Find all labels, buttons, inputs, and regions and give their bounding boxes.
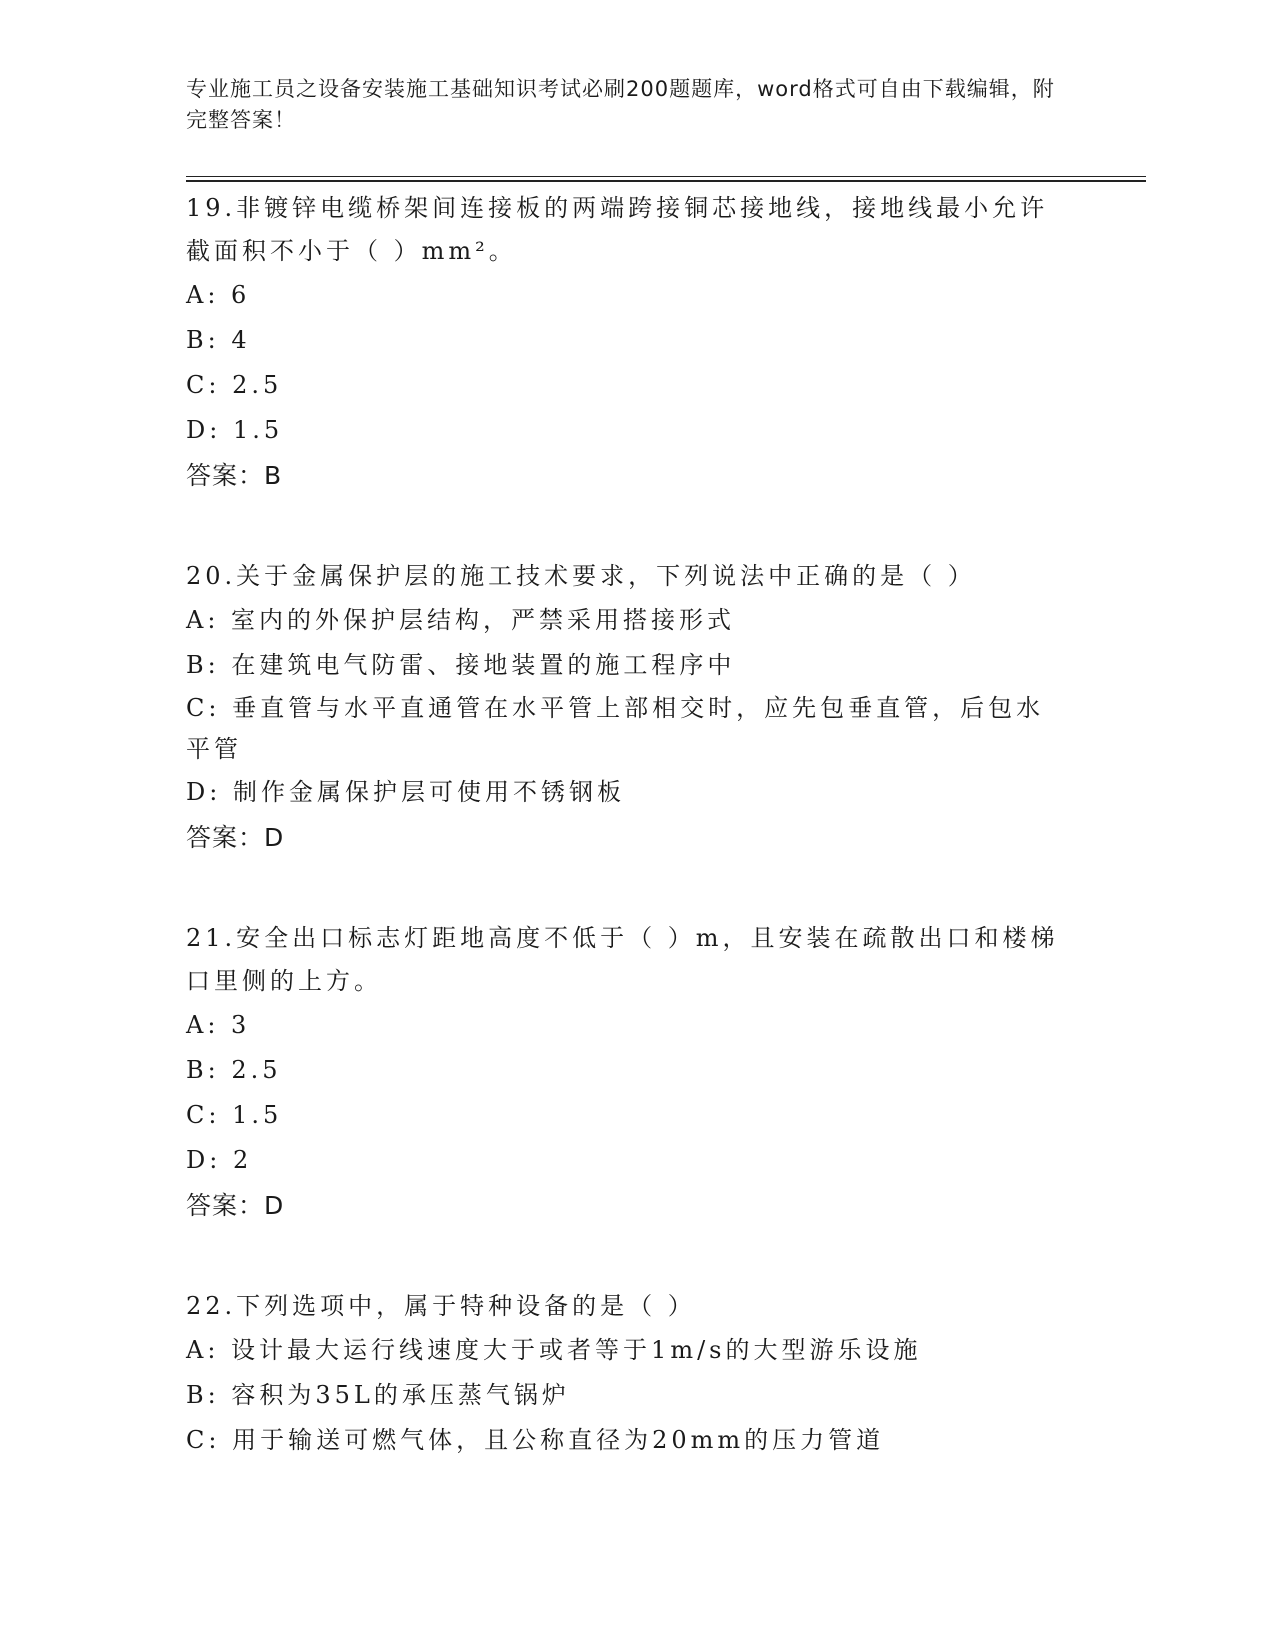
header-divider-thick — [186, 180, 1146, 182]
option-c: C: 垂直管与水平直通管在水平管上部相交时，应先包垂直管，后包水平管 — [186, 694, 1045, 763]
option-d: D: 2 — [186, 1146, 253, 1174]
question-19 — [186, 187, 1066, 498]
option-b: B: 容积为35L的承压蒸气锅炉 — [186, 1381, 570, 1409]
question-22 — [186, 1285, 1066, 1463]
option-a: A: 6 — [186, 281, 251, 309]
option-b: B: 4 — [186, 326, 251, 354]
question-20 — [186, 555, 1066, 860]
question-list — [186, 187, 1066, 1520]
option-b: B: 在建筑电气防雷、接地装置的施工程序中 — [186, 651, 736, 679]
option-d: D: 1.5 — [186, 416, 284, 444]
document-header: 专业施工员之设备安装施工基础知识考试必刷200题题库，word格式可自由下载编辑，附完整答案！ — [186, 77, 1055, 132]
question-title: 20.关于金属保护层的施工技术要求，下列说法中正确的是（ ） — [186, 562, 976, 590]
option-d: D: 制作金属保护层可使用不锈钢板 — [186, 778, 625, 806]
option-b: B: 2.5 — [186, 1056, 282, 1084]
answer-text: 答案：D — [186, 823, 285, 852]
question-title: 21.安全出口标志灯距地高度不低于（ ）m，且安装在疏散出口和楼梯口里侧的上方。 — [186, 924, 1059, 995]
question-title: 22.下列选项中，属于特种设备的是（ ） — [186, 1292, 696, 1320]
question-21 — [186, 917, 1066, 1228]
option-a: A: 室内的外保护层结构，严禁采用搭接形式 — [186, 606, 736, 634]
header-divider — [186, 176, 1146, 177]
answer-text: 答案：D — [186, 1191, 285, 1220]
option-c: C: 用于输送可燃气体，且公称直径为20mm的压力管道 — [186, 1426, 885, 1454]
option-a: A: 设计最大运行线速度大于或者等于1m/s的大型游乐设施 — [186, 1336, 922, 1364]
option-c: C: 2.5 — [186, 371, 283, 399]
option-c: C: 1.5 — [186, 1101, 283, 1129]
question-title: 19.非镀锌电缆桥架间连接板的两端跨接铜芯接地线，接地线最小允许截面积不小于（ ）mm²。 — [186, 194, 1049, 265]
answer-text: 答案：B — [186, 461, 283, 490]
option-a: A: 3 — [186, 1011, 251, 1039]
